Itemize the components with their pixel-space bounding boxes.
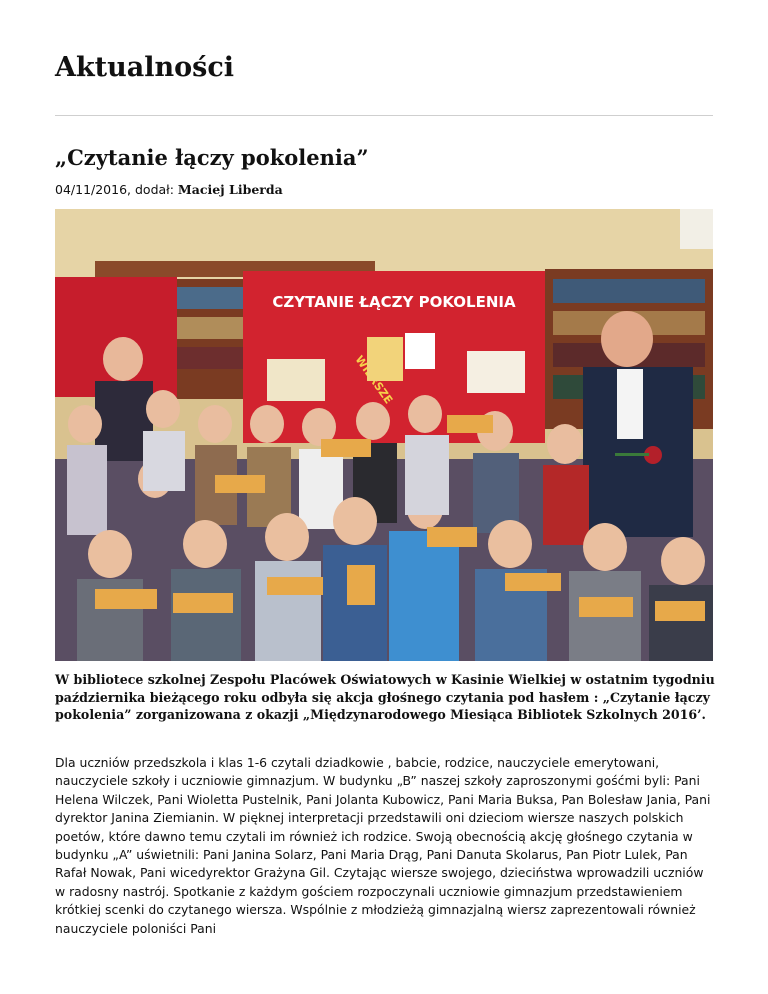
added-by-label: , dodał: (127, 182, 178, 197)
article-meta (55, 182, 283, 197)
article-title[interactable]: „Czytanie łączy pokolenia” (55, 145, 369, 170)
banner-text: CZYTANIE ŁĄCZY POKOLENIA (272, 293, 516, 311)
article-date: 04/11/2016 (55, 182, 128, 197)
page-title: Aktualności (55, 52, 235, 83)
article-lead: W bibliotece szkolnej Zespołu Placówek Oświatowych w Kasinie Wielkiej w ostatnim tygodniu października bieżącego roku odbyła się akcja głośnego czytania pod hasłem : „Czytanie łączy pokolenia” zorganizowana z okazji „Międzynarodowego Miesiąca Bibliotek Szkolnych 2016’. (55, 672, 715, 722)
article-author[interactable]: Maciej Liberda (177, 182, 283, 197)
article-body: Dla uczniów przedszkola i klas 1-6 czytali dziadkowie , babcie, rodzice, nauczyciele emerytowani, nauczyciele szkoły i uczniowie gimnazjum. W budynku „B” naszej szkoły zaproszonymi gośćmi byli: Pani Helena Wilczek, Pani Wioletta Pustelnik, Pani Jolanta Kubowicz, Pani Maria Buksa, Pan Bolesław Jania, Pani dyrektor Janina Ziemianin. W pięknej interpretacji przedstawili oni dzieciom wiersze naszych polskich poetów, które dawno temu czytali im również ich rodzice. Swoją obecnością akcję głośnego czytania w budynku „A” uświetnili: Pani Janina Solarz, Pani Maria Drąg, Pani Danuta Skolarus, Pan Piotr Lulek, Pan Rafał Nowak, Pani wicedyrektor Grażyna Gil. Czytając wiersze swojego, dzieciństwa wprowadzili uczniów w radosny nastrój. Spotkanie z każdym gościem rozpoczynali uczniowie gimnazjum przedstawieniem krótkiej scenki do czytanego wiersza. Wspólnie z młodzieżą gimnazjalną wiersz zaprezentowali również nauczyciele poloniści Pani (55, 755, 711, 936)
article-photo (55, 209, 713, 661)
title-divider (55, 115, 713, 116)
